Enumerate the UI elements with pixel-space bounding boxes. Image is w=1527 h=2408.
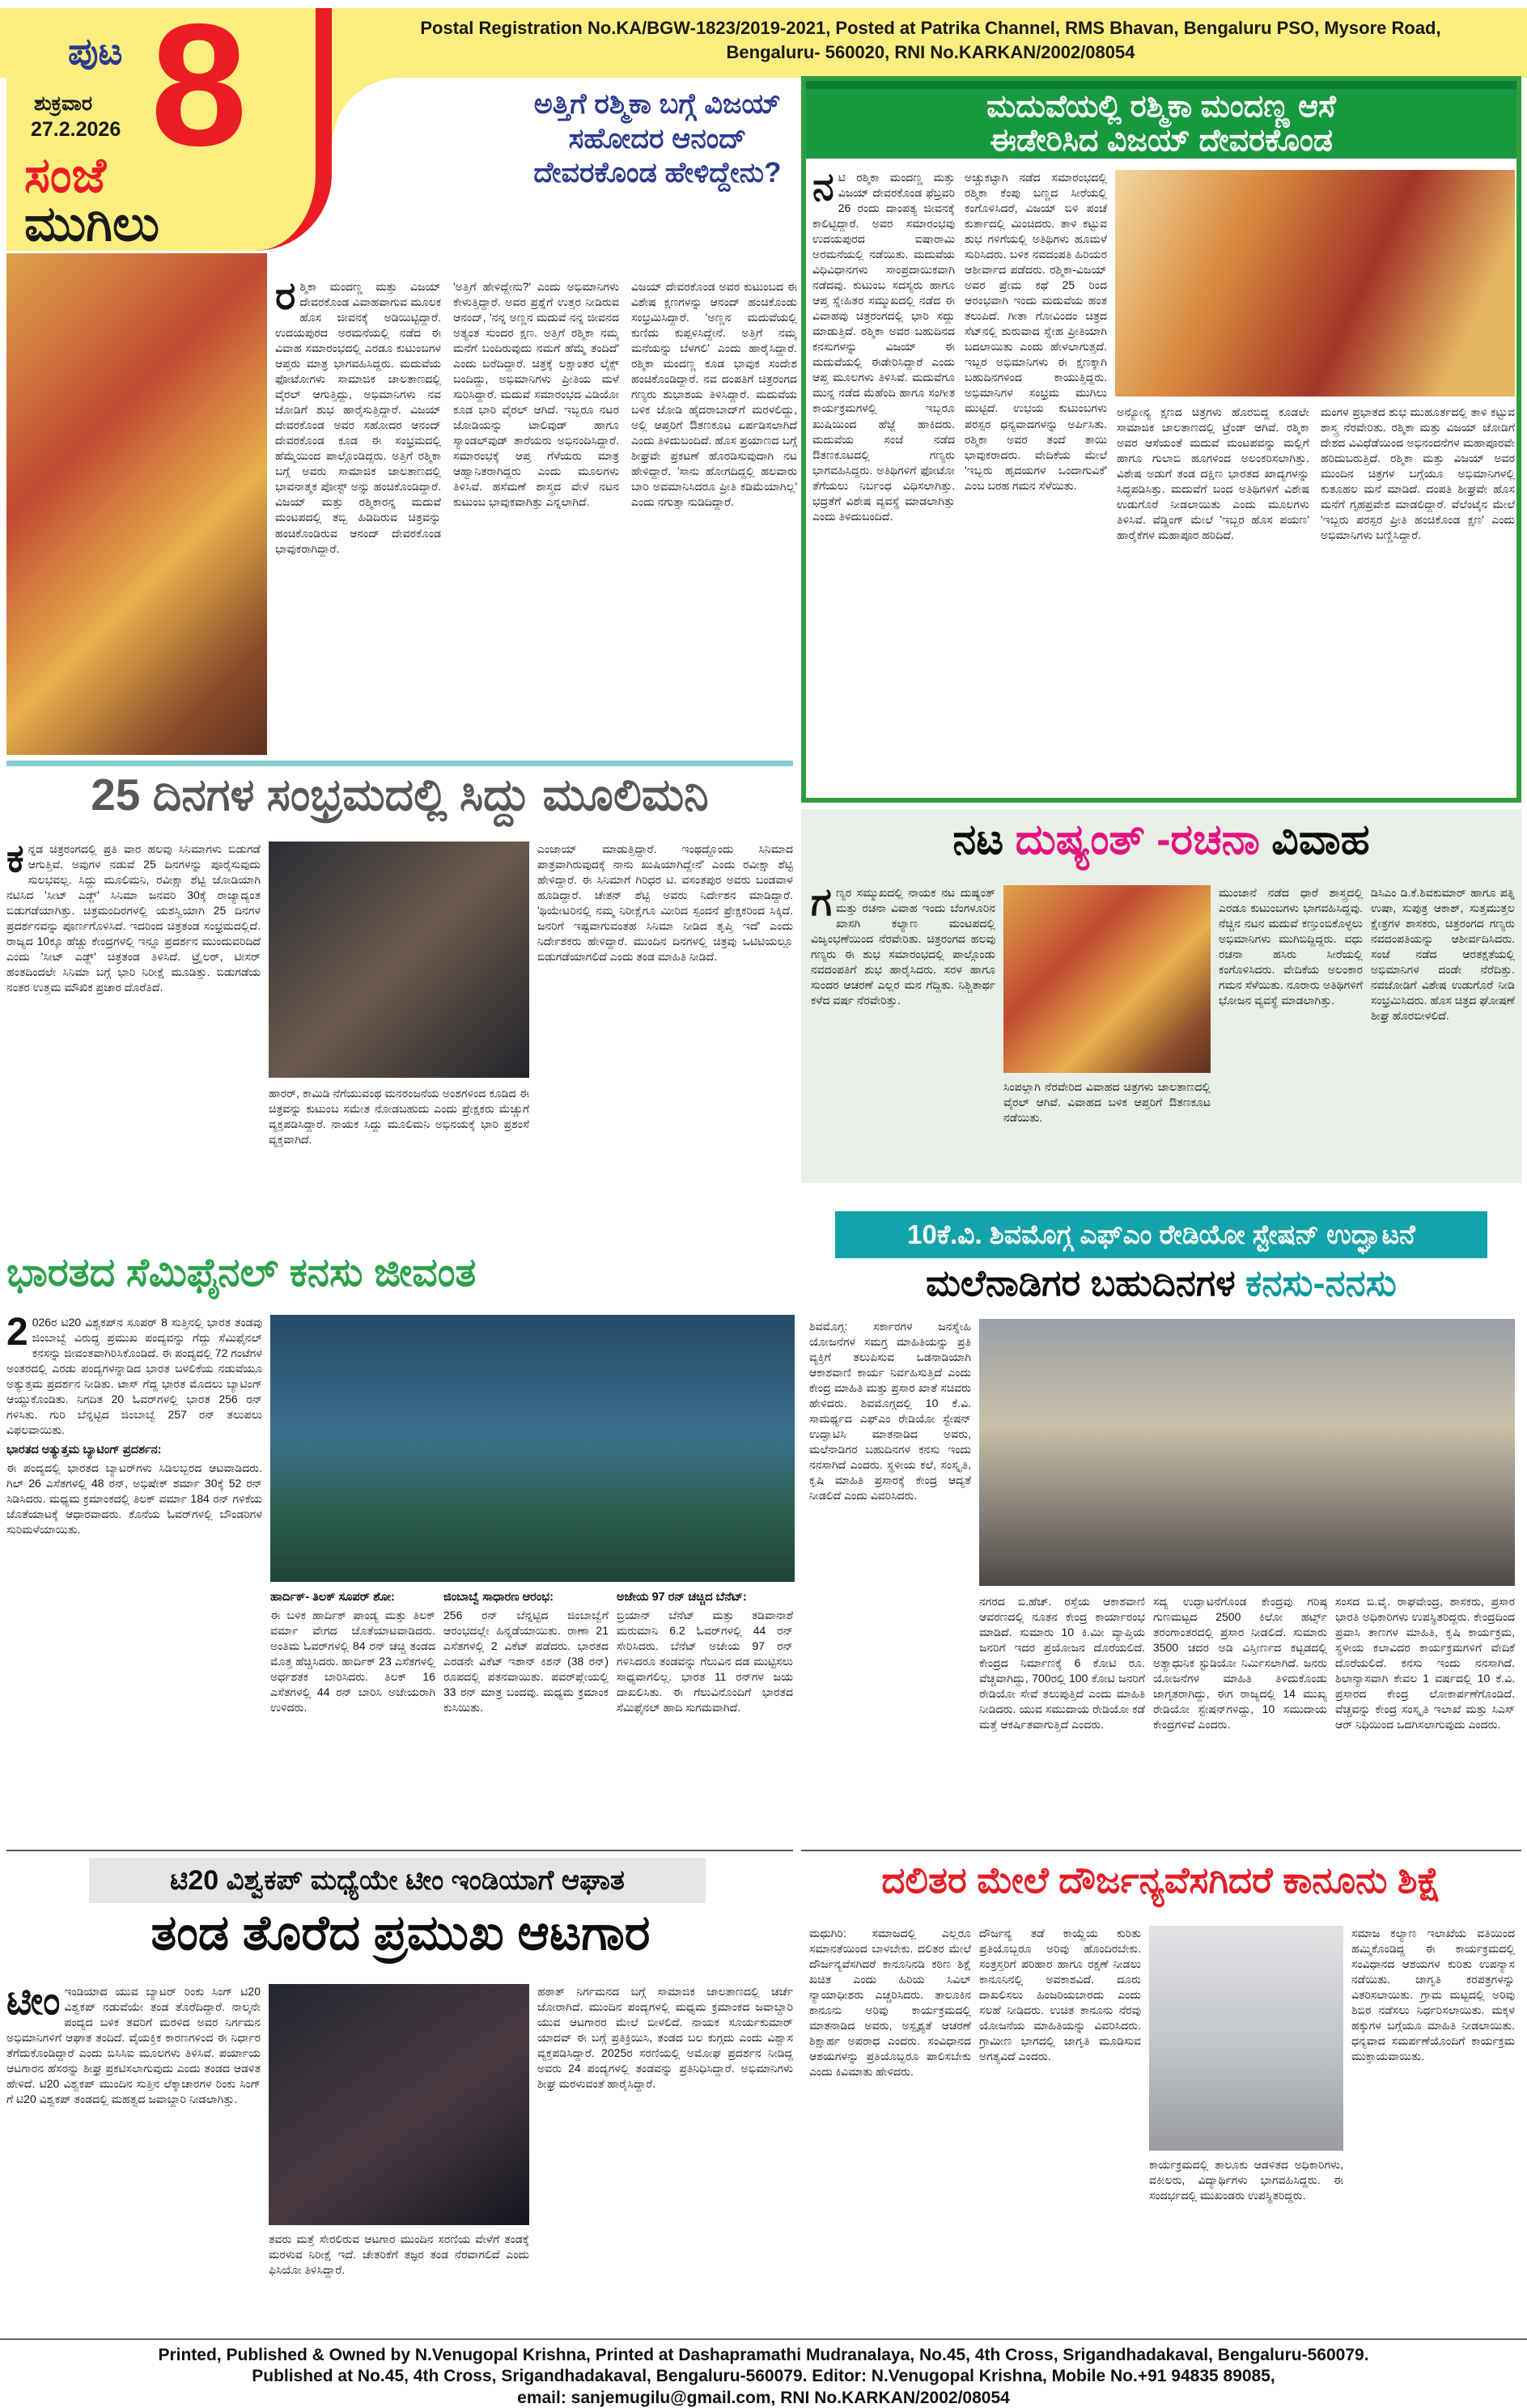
a1-col3: ವಿಜಯ್ ದೇವರಕೊಂಡ ಅವರ ಕುಟುಂಬದ ಈ ವಿಶೇಷ ಕ್ಷಣಗಳನ್ನು ಆನಂದ್ ಹಂಚಿಕೊಂಡು ಸಂಭ್ರಮಿಸಿದ್ದಾರೆ. 'ಅಣ್ಣನ ಮದುವೆಯಲ್ಲಿ ಕುಣಿದು ಕುಪ್ಪಳಿಸಿದ್ದೇನೆ. ಅತ್ತಿಗೆ ನಮ್ಮ ಮನೆಯನ್ನು ಬೆಳಗಲಿ' ಎಂದು ಹಾರೈಸಿದ್ದಾರೆ. ರಶ್ಮಿಕಾ ಮಂದಣ್ಣ ಕೂಡ ಭಾವುಕ ಸಂದೇಶ ಹಂಚಿಕೊಂಡಿದ್ದಾರೆ. ನವ ದಂಪತಿಗೆ ಚಿತ್ರರಂಗದ ಗಣ್ಯರು ಶುಭಾಶಯ ತಿಳಿಸಿದ್ದಾರೆ. ಮದುವೆಯ ಬಳಿಕ ಜೋಡಿ ಹೈದರಾಬಾದ್‌ಗೆ ಮರಳಲಿದ್ದು, ಅಲ್ಲಿ ಆಪ್ತರಿಗೆ ಔತಣಕೂಟ ಏರ್ಪಡಿಸಲಾಗಿದೆ ಎಂದು ತಿಳಿದುಬಂದಿದೆ. ಹೊಸ ಪ್ರಯಾಣದ ಬಗ್ಗೆ ಶೀಘ್ರವೇ ಪ್ರಕಟಣೆ ಹೊರಡಿಸುವುದಾಗಿ ನಟ ಹೇಳಿದ್ದಾರೆ. 'ಸಾನು ಹೋಗದಿದ್ದಲ್ಲಿ ಹಲವಾರು ಬಾರಿ ಅವಮಾನಿಸಿದರೂ ಪ್ರೀತಿ ಕಡಿಮೆಯಾಗಿಲ್ಲ' ಎಂದು ನಗುತ್ತಾ ನುಡಿದಿದ್ದಾರೆ. <box>631 280 797 509</box>
a4-dropcap: ಗ <box>811 885 832 924</box>
a5-lead: 026ರ ಟಿ20 ವಿಶ್ವಕಪ್‌ನ ಸೂಪರ್ 8 ಸುತ್ತಿನಲ್ಲಿ ಭಾರತ ತಂಡವು ಜಿಂಬಾಬ್ವೆ ವಿರುದ್ಧ ಪ್ರಮುಖ ಪಂದ್ಯವನ್ನು ಗೆದ್ದು ಸೆಮಿಫೈನಲ್ ಕನಸನ್ನು ಜೀವಂತವಾಗಿರಿಸಿಕೊಂಡಿದೆ. ಈ ಪಂದ್ಯದಲ್ಲಿ 72 ಗಂಟೆಗಳ ಅಂತರದಲ್ಲಿ ಎರಡು ಪಂದ್ಯಗಳನ್ನಾಡಿದ ಭಾರತ ಬಳಲಿಕೆಯ ನಡುವೆಯೂ ಅತ್ಯುತ್ತಮ ಪ್ರದರ್ಶನ ನೀಡಿತು. ಟಾಸ್ ಗೆದ್ದ ಭಾರತ ಮೊದಲು ಬ್ಯಾಟಿಂಗ್ ಆಯ್ದುಕೊಂಡಿತು. ನಿಗದಿತ 20 ಓವರ್‌ಗಳಲ್ಲಿ ಭಾರತ 256 ರನ್ ಗಳಿಸಿತು. ಗುರಿ ಬೆನ್ನಟ್ಟಿದ ಜಿಂಬಾಬ್ವೆ 257 ರನ್ ತಲುಪಲು ವಿಫಲವಾಯಿತು. <box>6 1316 262 1437</box>
a2-col4: ಮಂಗಳ ಪ್ರಭಾತದ ಶುಭ ಮುಹೂರ್ತದಲ್ಲಿ ತಾಳಿ ಕಟ್ಟುವ ಶಾಸ್ತ್ರ ನೆರವೇರಿತು. ರಶ್ಮಿಕಾ ಮತ್ತು ವಿಜಯ್ ಜೋಡಿಗೆ ದೇಶದ ವಿವಿಧೆಡೆಯಿಂದ ಅಭಿನಂದನೆಗಳ ಮಹಾಪೂರವೇ ಹರಿದುಬರುತ್ತಿದೆ. ರಶ್ಮಿಕಾ ಮತ್ತು ವಿಜಯ್ ಅವರ ಮುಂದಿನ ಚಿತ್ರಗಳ ಬಗ್ಗೆಯೂ ಅಭಿಮಾನಿಗಳಲ್ಲಿ ಕುತೂಹಲ ಮನೆ ಮಾಡಿದೆ. ದಂಪತಿ ಶೀಘ್ರವೇ ಹೊಸ ಮನೆಗೆ ಗೃಹಪ್ರವೇಶ ಮಾಡಲಿದ್ದಾರೆ. ವೆಲೆಂಟೈನ ಮೇಲೆ 'ಇಬ್ಬರು ಪರಸ್ಪರ ಪ್ರೀತಿ ಹಂಚಿಕೊಂಡ ಕ್ಷಣ' ಎಂದು ಅಭಿಮಾನಿಗಳು ಬಣ್ಣಿಸಿದ್ದಾರೆ. <box>1321 405 1515 542</box>
a5-subhead1: ಭಾರತದ ಅತ್ಯುತ್ತಮ ಬ್ಯಾಟಿಂಗ್ ಪ್ರದರ್ಶನ: <box>6 1444 162 1457</box>
a4-colmid: ಸಿಂಪಲ್ಲಾಗಿ ನೆರವೇರಿದ ವಿವಾಹದ ಚಿತ್ರಗಳು ಜಾಲತಾಣದಲ್ಲಿ ವೈರಲ್ ಆಗಿವೆ. ವಿವಾಹದ ಬಳಿಕ ಆಪ್ತರಿಗೆ ಔತಣಕೂಟ ನಡೆಯಿತು. <box>1003 1080 1211 1125</box>
a4-col3: ಮುಂಜಾನೆ ನಡೆದ ಧಾರೆ ಶಾಸ್ತ್ರದಲ್ಲಿ ಎರಡೂ ಕುಟುಂಬಗಳು ಭಾಗವಹಿಸಿದ್ದವು. ನೆಚ್ಚಿನ ನಟನ ಮದುವೆ ಕಣ್ತುಂಬಿಕೊಳ್ಳಲು ಅಭಿಮಾನಿಗಳು ಮುಗಿಬಿದ್ದಿದ್ದರು. ವಧು ರಚನಾ ಹಸಿರು ಸೀರೆಯಲ್ಲಿ ಕಂಗೊಳಿಸಿದರು. ವೇದಿಕೆಯ ಅಲಂಕಾರ ಗಮನ ಸೆಳೆಯಿತು. ನೂರಾರು ಅತಿಥಿಗಳಿಗೆ ಭೋಜನ ವ್ಯವಸ್ಥೆ ಮಾಡಲಾಗಿತ್ತು. <box>1219 886 1363 1007</box>
a8-colmid: ಕಾರ್ಯಕ್ರಮದಲ್ಲಿ ತಾಲೂಕು ಆಡಳಿತದ ಅಧಿಕಾರಿಗಳು, ವಕೀಲರು, ವಿದ್ಯಾರ್ಥಿಗಳು ಭಾಗವಹಿಸಿದ್ದರು. ಈ ಸಂದರ್ಭದಲ್ಲಿ ಮುಖಂಡರು ಉಪಸ್ಥಿತರಿದ್ದರು. <box>1149 2158 1343 2202</box>
a5-col4 <box>617 1590 793 1847</box>
a3-col1 <box>6 842 261 1246</box>
a2-col2: ಅಚ್ಚುಕಟ್ಟಾಗಿ ನಡೆದ ಸಮಾರಂಭದಲ್ಲಿ ರಶ್ಮಿಕಾ ಕೆಂಪು ಬಣ್ಣದ ಸೀರೆಯಲ್ಲಿ ಕಂಗೊಳಿಸಿದರೆ, ವಿಜಯ್ ಬಿಳಿ ಪಂಚೆ ಕುರ್ತಾದಲ್ಲಿ ಮಿಂಚಿದರು. ತಾಳಿ ಕಟ್ಟುವ ಶುಭ ಗಳಿಗೆಯಲ್ಲಿ ಅತಿಥಿಗಳು ಹೂಮಳೆ ಸುರಿಸಿದರು. ಬಳಿಕ ನವದಂಪತಿ ಹಿರಿಯರ ಆಶೀರ್ವಾದ ಪಡೆದರು. ರಶ್ಮಿಕಾ-ವಿಜಯ್ ಅವರ ಪ್ರೇಮ ಕಥೆ 25 ರಿಂದ ಆರಂಭವಾಗಿ ಇಂದು ಮದುವೆಯ ಹಂತ ತಲುಪಿದೆ. ಗೀತಾ ಗೋವಿಂದಂ ಚಿತ್ರದ ಸೆಟ್‌ನಲ್ಲಿ ಶುರುವಾದ ಸ್ನೇಹ ಪ್ರೀತಿಯಾಗಿ ಬದಲಾಯಿತು ಎಂದು ಹೇಳಲಾಗುತ್ತದೆ. ಇಬ್ಬರ ಅಭಿಮಾನಿಗಳು ಈ ಕ್ಷಣಕ್ಕಾಗಿ ಬಹುದಿನಗಳಿಂದ ಕಾಯುತ್ತಿದ್ದರು. ಅಭಿಮಾನಿಗಳ ಸಂಭ್ರಮ ಮುಗಿಲು ಮುಟ್ಟಿದೆ. ಉಭಯ ಕುಟುಂಬಗಳು ಪರಸ್ಪರ ಧನ್ಯವಾದಗಳನ್ನು ಅರ್ಪಿಸಿತು. ರಶ್ಮಿಕಾ ಅವರ ತಂದೆ ತಾಯಿ ಭಾವುಕರಾದರು. ವೇದಿಕೆಯ ಮೇಲೆ 'ಇಬ್ಬರು ಹೃದಯಗಳ ಒಂದಾಗುವಿಕೆ' ಎಂಬ ಬರಹ ಗಮನ ಸೆಳೆಯಿತು. <box>965 171 1107 492</box>
a8-col2: ದೌರ್ಜನ್ಯ ತಡೆ ಕಾಯ್ದೆಯ ಕುರಿತು ಪ್ರತಿಯೊಬ್ಬರೂ ಅರಿವು ಹೊಂದಿರಬೇಕು. ಸಂತ್ರಸ್ತರಿಗೆ ಪರಿಹಾರ ಹಾಗೂ ರಕ್ಷಣೆ ನೀಡಲು ಕಾನೂನಿನಲ್ಲಿ ಅವಕಾಶವಿದೆ. ದೂರು ದಾಖಲಿಸಲು ಹಿಂಜರಿಯಬಾರದು ಎಂದು ಸಲಹೆ ನೀಡಿದರು. ಉಚಿತ ಕಾನೂನು ನೆರವು ಯೋಜನೆಯ ಮಾಹಿತಿಯನ್ನು ವಿವರಿಸಿದರು. ಗ್ರಾಮೀಣ ಭಾಗದಲ್ಲಿ ಜಾಗೃತಿ ಮೂಡಿಸುವ ಅಗತ್ಯವಿದೆ ಎಂದರು. <box>979 1927 1141 2063</box>
a7-col3: ಹಠಾತ್ ನಿರ್ಗಮನದ ಬಗ್ಗೆ ಸಾಮಾಜಿಕ ಜಾಲತಾಣದಲ್ಲಿ ಚರ್ಚೆ ಜೋರಾಗಿದೆ. ಮುಂದಿನ ಪಂದ್ಯಗಳಲ್ಲಿ ಮಧ್ಯಮ ಕ್ರಮಾಂಕದ ಜವಾಬ್ದಾರಿ ಯುವ ಆಟಗಾರರ ಮೇಲೆ ಬೀಳಲಿದೆ. ನಾಯಕ ಸೂರ್ಯಕುಮಾರ್ ಯಾದವ್ ಈ ಬಗ್ಗೆ ಪ್ರತಿಕ್ರಿಯಿಸಿ, ತಂಡದ ಬಲ ಕುಗ್ಗದು ಎಂದು ವಿಶ್ವಾಸ ವ್ಯಕ್ತಪಡಿಸಿದ್ದಾರೆ. 2025ರ ಸರಣಿಯಲ್ಲಿ ಅಮೋಘ ಪ್ರದರ್ಶನ ನೀಡಿದ್ದ ಅವರು 24 ಪಂದ್ಯಗಳಲ್ಲಿ ತಂಡವನ್ನು ಪ್ರತಿನಿಧಿಸಿದ್ದಾರೆ. ಅಭಿಮಾನಿಗಳು ಶೀಘ್ರ ಮರಳುವಂತೆ ಹಾರೈಸಿದ್ದಾರೆ. <box>537 1985 793 2091</box>
a5-cricket-photo <box>270 1315 795 1582</box>
footer <box>0 2345 1527 2408</box>
a1-wedding-collage-photo <box>6 253 267 755</box>
masthead-date: 27.2.2026 <box>31 118 121 141</box>
a5-col3 <box>443 1590 609 1847</box>
footer-line-3: email: sanjemugilu@gmail.com, RNI No.KARKAN/2002/08054 <box>517 2388 1010 2407</box>
article8-headline: ದಲಿತರ ಮೇಲೆ ದೌರ್ಜನ್ಯವೆಸಗಿದರೆ ಕಾನೂನು ಶಿಕ್ಷೆ <box>881 1859 1441 1901</box>
masthead-name-line1: ಸಂಜೆ <box>24 148 107 202</box>
a6-col3: ಸದ್ಯ ಉದ್ಘಾಟನೆಗೊಂಡ ಕೇಂದ್ರವು ಗರಿಷ್ಠ ಗುಣಮಟ್ಟದ 2500 ಕಿಲೋ ಹರ್ಟ್ಸ್ ತರಂಗಾಂತರದಲ್ಲಿ ಪ್ರಸಾರ ನೀಡಲಿದೆ. ಸುಮಾರು 3500 ಚದರ ಅಡಿ ವಿಸ್ತೀರ್ಣದ ಕಟ್ಟಡದಲ್ಲಿ ಅತ್ಯಾಧುನಿಕ ಸ್ಟುಡಿಯೋ ನಿರ್ಮಿಸಲಾಗಿದೆ. ಜನರು ಯೋಜನೆಗಳ ಮಾಹಿತಿ ತಿಳಿದುಕೊಂಡು ಜಾಗೃತರಾಗಿದ್ದು, ಈಗ ರಾಜ್ಯದಲ್ಲಿ 14 ಮುಖ್ಯ ರೇಡಿಯೋ ಸ್ಟೇಷನ್‌ಗಳಿದ್ದು, 10 ಸಮುದಾಯ ಕೇಂದ್ರಗಳಿವೆ ಎಂದರು. <box>1153 1595 1327 1732</box>
a1-lead: ಶ್ಮಿಕಾ ಮಂದಣ್ಣ ಮತ್ತು ವಿಜಯ್ ದೇವರಕೊಂಡ ವಿವಾಹವಾಗುವ ಮೂಲಕ ಹೊಸ ಜೀವನಕ್ಕೆ ಅಡಿಯಿಟ್ಟಿದ್ದಾರೆ. ಉದಯಪುರದ ಅರಮನೆಯಲ್ಲಿ ನಡೆದ ಈ ವಿವಾಹ ಸಮಾರಂಭದಲ್ಲಿ ಎರಡೂ ಕುಟುಂಬಗಳ ಆಪ್ತರು ಮಾತ್ರ ಭಾಗವಹಿಸಿದ್ದರು. ಮದುವೆಯ ಫೋಟೋಗಳು ಸಾಮಾಜಿಕ ಜಾಲತಾಣದಲ್ಲಿ ವೈರಲ್ ಆಗುತ್ತಿದ್ದು, ಅಭಿಮಾನಿಗಳು ನವ ಜೋಡಿಗೆ ಶುಭ ಹಾರೈಸುತ್ತಿದ್ದಾರೆ. ವಿಜಯ್ ದೇವರಕೊಂಡ ಅವರ ಸಹೋದರ ಆನಂದ್ ದೇವರಕೊಂಡ ಕೂಡ ಈ ಸಂಭ್ರಮದಲ್ಲಿ ಹೆಮ್ಮೆಯಿಂದ ಪಾಲ್ಗೊಂಡಿದ್ದರು. ಅತ್ತಿಗೆ ರಶ್ಮಿಕಾ ಬಗ್ಗೆ ಅವರು ಸಾಮಾಜಿಕ ಜಾಲತಾಣದಲ್ಲಿ ಭಾವನಾತ್ಮಕ ಪೋಸ್ಟ್ ಅನ್ನು ಹಂಚಿಕೊಂಡಿದ್ದಾರೆ. ವಿಜಯ್ ಮತ್ತು ರಶ್ಮಿಕಾರನ್ನ ಮದುವೆ ಮಂಟಪದಲ್ಲಿ ತಬ್ಬಿ ಹಿಡಿದಿರುವ ಚಿತ್ರವನ್ನು ಹಂಚಿಕೊಂಡಿರುವ ಆನಂದ್ ದೇವರಕೊಂಡ ಭಾವುಕರಾಗಿದ್ದಾರೆ. <box>275 280 441 555</box>
a4-headline-black1: ನಟ <box>952 816 1016 863</box>
a6-col2: ನಗರದ ಬಿ.ಹೆಚ್. ರಸ್ತೆಯ ಆಕಾಶವಾಣಿ ಆವರಣದಲ್ಲಿ ನೂತನ ಕೇಂದ್ರ ಕಾರ್ಯಾರಂಭ ಮಾಡಿದೆ. ಸುಮಾರು 10 ಕಿ.ಮೀ ವ್ಯಾಪ್ತಿಯ ಜನರಿಗೆ ಇದರ ಪ್ರಯೋಜನ ದೊರೆಯಲಿದೆ. ಕೇಂದ್ರದ ನಿರ್ಮಾಣಕ್ಕೆ 6 ಕೋಟಿ ರೂ. ವೆಚ್ಚವಾಗಿದ್ದು, 700ರಲ್ಲಿ 100 ಕೋಟಿ ಜನರಿಗೆ ರೇಡಿಯೋ ಸೇವೆ ತಲುಪುತ್ತಿದೆ ಎಂದು ಮಾಹಿತಿ ನೀಡಿದರು. ಯುವ ಸಮುದಾಯ ರೇಡಿಯೋ ಕಡೆ ಮತ್ತೆ ಆಕರ್ಷಿತವಾಗುತ್ತಿದೆ ಎಂದರು. <box>979 1595 1145 1732</box>
masthead-day: ಶುಕ್ರವಾರ <box>34 92 93 115</box>
masthead <box>6 0 332 251</box>
article7-kicker: ಟಿ20 ವಿಶ್ವಕಪ್ ಮಧ್ಯೆಯೇ ಟೀಂ ಇಂಡಿಯಾಗೆ ಆಘಾತ <box>89 1858 706 1903</box>
a5-subhead4: ಅಜೇಯ 97 ರನ್ ಚಚ್ಚಿದ ಬೆನೆಟ್: <box>617 1591 747 1604</box>
teal-divider <box>6 761 793 766</box>
article1-headline: ಅತ್ತಿಗೆ ರಶ್ಮಿಕಾ ಬಗ್ಗೆ ವಿಜಯ್ ಸಹೋದರ ಆನಂದ್ ದೇವರಕೊಂಡ ಹೇಳಿದ್ದೇನು? <box>533 88 782 189</box>
a7-players-photo <box>269 1984 529 2225</box>
footer-line-1: Printed, Published & Owned by N.Venugopal Krishna, Printed at Dashapramathi Mudranalaya, No.45, 4th Cross, Srigandhadakaval, Bengaluru-560079. <box>158 2346 1369 2364</box>
a1-dropcap: ರ <box>275 279 296 318</box>
postal-registration-header <box>348 16 1513 64</box>
footer-line-2: Published at No.45, 4th Cross, Srigandhadakaval, Bengaluru-560079. Editor: N.Venugopal Krishna, Mobile No.+91 94835 89085, <box>252 2367 1275 2386</box>
right-section-rule <box>801 1850 1521 1851</box>
a4-wedding-photo <box>1003 885 1211 1073</box>
a3-colmid: ಹಾರರ್, ಕಾಮಿಡಿ ನೆಗೆಯುವಂಥ ಮನರಂಜನೆಯ ಅಂಶಗಳಿಂದ ಕೂಡಿದ ಈ ಚಿತ್ರವನ್ನು ಕುಟುಂಬ ಸಮೇತ ನೋಡಬಹುದು ಎಂದು ಪ್ರೇಕ್ಷಕರು ಮೆಚ್ಚುಗೆ ವ್ಯಕ್ತಪಡಿಸಿದ್ದಾರೆ. ನಾಯಕ ಸಿದ್ದು ಮೂಲಿಮನಿ ಅಭಿನಯಕ್ಕೆ ಭಾರಿ ಪ್ರಶಂಸೆ ವ್ಯಕ್ತವಾಗಿದೆ. <box>269 1087 529 1147</box>
article5-headline: ಭಾರತದ ಸೆಮಿಫೈನಲ್ ಕನಸು ಜೀವಂತ <box>6 1251 477 1295</box>
article3-headline: 25 ದಿನಗಳ ಸಂಭ್ರಮದಲ್ಲಿ ಸಿದ್ದು ಮೂಲಿಮನಿ <box>91 769 709 820</box>
a5-col4-text: ಬ್ರಿಯಾನ್ ಬೆನೆಟ್ ಮತ್ತು ತಡಿವಾನಾಶೆ ಮರುಮಾನಿ 6.2 ಓವರ್‌ಗಳಲ್ಲಿ 44 ರನ್ ಸೇರಿಸಿದರು. ಬೆನೆಟ್ ಅಜೇಯ 97 ರನ್ ಗಳಿಸಿದರೂ ತಂಡವನ್ನು ಗೆಲುವಿನ ದಡ ಮುಟ್ಟಿಸಲು ಸಾಧ್ಯವಾಗಲಿಲ್ಲ. ಭಾರತ 11 ರನ್‌ಗಳ ಜಯ ದಾಖಲಿಸಿತು. ಈ ಗೆಲುವಿನೊಂದಿಗೆ ಭಾರತದ ಸೆಮಿಫೈನಲ್ ಹಾದಿ ಸುಗಮವಾಗಿದೆ. <box>617 1608 793 1714</box>
a5-col2-text: ಈ ಬಳಿಕ ಹಾರ್ದಿಕ್ ಪಾಂಡ್ಯ ಮತ್ತು ತಿಲಕ್ ವರ್ಮಾ ವೇಗದ ಜೊತೆಯಾಟವಾಡಿದರು. ಅಂತಿಮ ಓವರ್‌ಗಳಲ್ಲಿ 84 ರನ್ ಚಚ್ಚಿ ತಂಡದ ಮೊತ್ತ ಹೆಚ್ಚಿಸಿದರು. ಹಾರ್ದಿಕ್ 23 ಎಸೆತಗಳಲ್ಲಿ ಅರ್ಧಶತಕ ಬಾರಿಸಿದರು. ತಿಲಕ್ 16 ಎಸೆತಗಳಲ್ಲಿ 44 ರನ್ ಬಾರಿಸಿ ಅಜೇಯರಾಗಿ ಉಳಿದರು. <box>270 1608 435 1714</box>
a8-event-photo <box>1149 1926 1343 2151</box>
a8-col4: ಸಮಾಜ ಕಲ್ಯಾಣ ಇಲಾಖೆಯ ವತಿಯಿಂದ ಹಮ್ಮಿಕೊಂಡಿದ್ದ ಈ ಕಾರ್ಯಕ್ರಮದಲ್ಲಿ ಸಂವಿಧಾನದ ಆಶಯಗಳ ಕುರಿತು ಉಪನ್ಯಾಸ ನಡೆಯಿತು. ಜಾಗೃತಿ ಕರಪತ್ರಗಳನ್ನು ವಿತರಿಸಲಾಯಿತು. ಗ್ರಾಮ ಮಟ್ಟದಲ್ಲಿ ಅರಿವು ಶಿಬಿರ ನಡೆಸಲು ನಿರ್ಧರಿಸಲಾಯಿತು. ಮಕ್ಕಳ ಹಕ್ಕುಗಳ ಬಗ್ಗೆಯೂ ಮಾಹಿತಿ ನೀಡಲಾಯಿತು. ಧನ್ಯವಾದ ಸಮರ್ಪಣೆಯೊಂದಿಗೆ ಕಾರ್ಯಕ್ರಮ ಮುಕ್ತಾಯವಾಯಿತು. <box>1351 1927 1515 2063</box>
a5-lead-para <box>6 1315 262 1438</box>
a3-lead: ನ್ನಡ ಚಿತ್ರರಂಗದಲ್ಲಿ ಪ್ರತಿ ವಾರ ಹಲವು ಸಿನಿಮಾಗಳು ಬಿಡುಗಡೆ ಆಗುತ್ತಿವೆ. ಅವುಗಳ ನಡುವೆ 25 ದಿನಗಳನ್ನು ಪೂರೈಸುವುದು ಸುಲಭವಲ್ಲ. ಸಿದ್ದು ಮೂಲಿಮನಿ, ರವೀಕ್ಷಾ ಶೆಟ್ಟಿ ಜೋಡಿಯಾಗಿ ನಟಿಸಿದ 'ಸೀಟ್ ಎಡ್ಜ್' ಸಿನಿಮಾ ಜನವರಿ 30ಕ್ಕೆ ರಾಜ್ಯಾದ್ಯಂತ ಬಿಡುಗಡೆಯಾಗಿತ್ತು. ಚಿತ್ರಮಂದಿರಗಳಲ್ಲಿ ಯಶಸ್ವಿಯಾಗಿ 25 ದಿನಗಳ ಪ್ರದರ್ಶನವನ್ನು ಪೂರ್ಣಗೊಳಿಸಿದೆ. ಇದರಿಂದ ಚಿತ್ರತಂಡ ಸಂಭ್ರಮದಲ್ಲಿದೆ. ರಾಜ್ಯದ 10ಕ್ಕೂ ಹೆಚ್ಚು ಕೇಂದ್ರಗಳಲ್ಲಿ ಇನ್ನೂ ಪ್ರದರ್ಶನ ಮುಂದುವರಿದಿದೆ ಎಂದು 'ಸೀಟ್ ಎಡ್ಜ್' ಚಿತ್ರತಂಡ ತಿಳಿಸಿದೆ. ಟ್ರೈಲರ್, ಟೀಸರ್ ಹಂತದಿಂದಲೇ ಸಿನಿಮಾ ಬಗ್ಗೆ ಭಾರಿ ನಿರೀಕ್ಷೆ ಮೂಡಿತ್ತು. ಬಿಡುಗಡೆಯ ನಂತರ ಉತ್ತಮ ಮೌಖಿಕ ಪ್ರಚಾರ ದೊರೆತಿದೆ. <box>6 842 261 994</box>
a5-subhead3: ಜಿಂಬಾಬ್ವೆ ಸಾಧಾರಣ ಆರಂಭ: <box>443 1591 554 1604</box>
article6-kicker: 10ಕೆ.ವಿ. ಶಿವಮೊಗ್ಗ ಎಫ್ಎಂ ರೇಡಿಯೋ ಸ್ಟೇಷನ್ ಉದ್ಘಾಟನೆ <box>835 1211 1487 1258</box>
a7-dropcap: ಟೀಂ <box>6 1984 61 2023</box>
article2-headline <box>806 81 1516 159</box>
postal-line-2: Bengaluru- 560020, RNI No.KARKAN/2002/08054 <box>726 41 1135 62</box>
a7-lead: ಇಂಡಿಯಾದ ಯುವ ಬ್ಯಾಟರ್ ರಿಂಕು ಸಿಂಗ್ ಟಿ20 ವಿಶ್ವಕಪ್ ನಡುವೆಯೇ ತಂಡ ತೊರೆದಿದ್ದಾರೆ. ನಾಲ್ಕನೇ ಪಂದ್ಯದ ಬಳಿಕ ತವರಿಗೆ ಮರಳಿದ ಅವರ ನಿರ್ಗಮನ ಅಭಿಮಾನಿಗಳಿಗೆ ಆಘಾತ ತಂದಿದೆ. ವೈಯಕ್ತಿಕ ಕಾರಣಗಳಿಂದ ಈ ನಿರ್ಧಾರ ತೆಗೆದುಕೊಂಡಿದ್ದಾರೆ ಎಂದು ಬಿಸಿಸಿಐ ಮೂಲಗಳು ತಿಳಿಸಿವೆ. ಪರ್ಯಾಯ ಆಟಗಾರನ ಹೆಸರನ್ನು ಶೀಘ್ರ ಪ್ರಕಟಿಸಲಾಗುವುದು ಎಂದು ತಂಡದ ಆಡಳಿತ ಹೇಳಿದೆ. ಟಿ20 ವಿಶ್ವಕಪ್ ಮುಂದಿನ ಸುತ್ತಿನ ಲೆಕ್ಕಾಚಾರಗಳ ರಿಂಕು ಸಿಂಗ್ ಗೆ ಟಿ20 ವಿಶ್ವಕಪ್ ತಂಡದಲ್ಲಿ ಮಹತ್ವದ ಜವಾಬ್ದಾರಿ ನೀಡಲಾಗಿತ್ತು. <box>6 1985 261 2106</box>
a3-dropcap: ಕ <box>6 842 24 880</box>
a4-headline-pink: ದುಷ್ಯಂತ್ -ರಚನಾ <box>1015 816 1260 863</box>
a2-lead: ಟಿ ರಶ್ಮಿಕಾ ಮಂದಣ್ಣ ಮತ್ತು ವಿಜಯ್ ದೇವರಕೊಂಡ ಫೆಬ್ರವರಿ 26 ರಂದು ದಾಂಪತ್ಯ ಜೀವನಕ್ಕೆ ಕಾಲಿಟ್ಟಿದ್ದಾರೆ. ಅವರ ಸಮಾರಂಭವು ಉದಯಪುರದ ಐಷಾರಾಮಿ ಅರಮನೆಯಲ್ಲಿ ನಡೆಯಿತು. ಮದುವೆಯ ವಿಧಿವಿಧಾನಗಳು ಸಾಂಪ್ರದಾಯಿಕವಾಗಿ ನಡೆದವು. ಕುಟುಂಬ ಸದಸ್ಯರು ಹಾಗೂ ಆಪ್ತ ಸ್ನೇಹಿತರ ಸಮ್ಮುಖದಲ್ಲಿ ನಡೆದ ಈ ವಿವಾಹವು ಚಿತ್ರರಂಗದಲ್ಲಿ ಭಾರಿ ಸದ್ದು ಮಾಡುತ್ತಿದೆ. ರಶ್ಮಿಕಾ ಅವರ ಬಹುದಿನದ ಕನಸುಗಳನ್ನು ವಿಜಯ್ ಈ ಮದುವೆಯಲ್ಲಿ ಈಡೇರಿಸಿದ್ದಾರೆ ಎಂದು ಆಪ್ತ ಮೂಲಗಳು ತಿಳಿಸಿವೆ. ಮದುವೆಗೂ ಮುನ್ನ ನಡೆದ ಮೆಹೆಂದಿ ಹಾಗೂ ಸಂಗೀತ ಕಾರ್ಯಕ್ರಮಗಳಲ್ಲಿ ಇಬ್ಬರೂ ಖುಷಿಯಿಂದ ಹೆಜ್ಜೆ ಹಾಕಿದರು. ಮದುವೆಯ ಸಂಜೆ ನಡೆದ ಔತಣಕೂಟದಲ್ಲಿ ಗಣ್ಯರು ಭಾಗವಹಿಸಿದ್ದರು. ಅತಿಥಿಗಳಿಗೆ ಫೋಟೋ ತೆಗೆಯಲು ನಿರ್ಬಂಧ ವಿಧಿಸಲಾಗಿತ್ತು. ಭದ್ರತೆಗೆ ವಿಶೇಷ ವ್ಯವಸ್ಥೆ ಮಾಡಲಾಗಿತ್ತು ಎಂದು ತಿಳಿದುಬಂದಿದೆ. <box>812 171 955 523</box>
a8-col1: ಮಧುಗಿರಿ: ಸಮಾಜದಲ್ಲಿ ಎಲ್ಲರೂ ಸಮಾನತೆಯಿಂದ ಬಾಳಬೇಕು. ದಲಿತರ ಮೇಲೆ ದೌರ್ಜನ್ಯವೆಸಗಿದರೆ ಕಾನೂನಿನಡಿ ಕಠಿಣ ಶಿಕ್ಷೆ ಖಚಿತ ಎಂದು ಹಿರಿಯ ಸಿವಿಲ್ ನ್ಯಾಯಾಧೀಶರು ಎಚ್ಚರಿಸಿದರು. ತಾಲೂಕಿನ ಕಾನೂನು ಅರಿವು ಕಾರ್ಯಕ್ರಮದಲ್ಲಿ ಮಾತನಾಡಿದ ಅವರು, ಅಸ್ಪೃಶ್ಯತೆ ಆಚರಣೆ ಶಿಕ್ಷಾರ್ಹ ಅಪರಾಧ ಎಂದರು. ಸಂವಿಧಾನದ ಆಶಯಗಳನ್ನು ಪ್ರತಿಯೊಬ್ಬರೂ ಪಾಲಿಸಬೇಕು ಎಂದು ಕಿವಿಮಾತು ಹೇಳಿದರು. <box>809 1927 971 2079</box>
article7-headline: ತಂಡ ತೊರೆದ ಪ್ರಮುಖ ಆಟಗಾರ <box>151 1906 651 1960</box>
postal-line-1: Postal Registration No.KA/BGW-1823/2019-2021, Posted at Patrika Channel, RMS Bhavan, Bengaluru PSO, Mysore Road, <box>420 18 1441 38</box>
a1-col2: 'ಅತ್ತಿಗೆ ಹೇಳಿದ್ದೇನು?' ಎಂದು ಅಭಿಮಾನಿಗಳು ಕೇಳುತ್ತಿದ್ದಾರೆ. ಅವರ ಪ್ರಶ್ನೆಗೆ ಉತ್ತರ ನೀಡಿರುವ ಆನಂದ್, 'ನನ್ನ ಅಣ್ಣನ ಮದುವೆ ನನ್ನ ಜೀವನದ ಅತ್ಯಂತ ಸುಂದರ ಕ್ಷಣ. ಅತ್ತಿಗೆ ರಶ್ಮಿಕಾ ನಮ್ಮ ಮನೆಗೆ ಬಂದಿರುವುದು ನಮಗೆ ಹೆಮ್ಮೆ ತಂದಿದೆ' ಎಂದು ಬರೆದಿದ್ದಾರೆ. ಚಿತ್ರಕ್ಕೆ ಲಕ್ಷಾಂತರ ಲೈಕ್ಸ್ ಬಂದಿದ್ದು, ಅಭಿಮಾನಿಗಳು ಪ್ರೀತಿಯ ಮಳೆ ಸುರಿಸಿದ್ದಾರೆ. ಮದುವೆ ಸಮಾರಂಭದ ವಿಡಿಯೋ ಕೂಡ ಭಾರಿ ವೈರಲ್ ಆಗಿದೆ. ಇಬ್ಬರೂ ನಟರ ಜೋಡಿಯನ್ನು ಟಾಲಿವುಡ್ ಹಾಗೂ ಸ್ಯಾಂಡಲ್‌ವುಡ್ ತಾರೆಯರು ಅಭಿನಂದಿಸಿದ್ದಾರೆ. ಸಮಾರಂಭಕ್ಕೆ ಆಪ್ತ ಗೆಳೆಯರು ಮಾತ್ರ ಆಹ್ವಾನಿತರಾಗಿದ್ದರು ಎಂದು ಮೂಲಗಳು ತಿಳಿಸಿವೆ. ಹಸೆಮಣೆ ಶಾಸ್ತ್ರದ ವೇಳೆ ನಟನ ಕುಟುಂಬ ಭಾವುಕವಾಗಿತ್ತು ಎನ್ನಲಾಗಿದೆ. <box>453 280 619 509</box>
a7-colmid: ತವರು ಮತ್ತೆ ಸೇರಲಿರುವ ಆಟಗಾರ ಮುಂದಿನ ಸರಣಿಯ ವೇಳೆಗೆ ತಂಡಕ್ಕೆ ಮರಳುವ ನಿರೀಕ್ಷೆ ಇದೆ. ಚೇತರಿಕೆಗೆ ತಜ್ಞರ ತಂಡ ನೆರವಾಗಲಿದೆ ಎಂದು ಫಿಸಿಯೋ ತಿಳಿಸಿದ್ದಾರೆ. <box>269 2232 529 2277</box>
a6-headline-teal: ಕನಸು-ನನಸು <box>1245 1262 1397 1304</box>
a7-col1 <box>6 1984 261 2335</box>
article2-headline-line2: ಈಡೇರಿಸಿದ ವಿಜಯ್ ದೇವರಕೊಂಡ <box>989 123 1334 158</box>
masthead-page-label: ಪುಟ <box>68 30 123 72</box>
a6-headline-black: ಮಲೆನಾಡಿಗರ ಬಹುದಿನಗಳ <box>926 1262 1246 1304</box>
a5-subhead1-text: ಈ ಪಂದ್ಯದಲ್ಲಿ ಭಾರತದ ಬ್ಯಾಟರ್‌ಗಳು ಸಿಡಿಲಬ್ಬರದ ಆಟವಾಡಿದರು. ಗಿಲ್ 26 ಎಸೆತಗಳಲ್ಲಿ 48 ರನ್, ಅಭಿಷೇಕ್ ಶರ್ಮಾ 30ಕ್ಕೆ 52 ರನ್ ಸಿಡಿಸಿದರು. ಮಧ್ಯಮ ಕ್ರಮಾಂಕದಲ್ಲಿ ತಿಲಕ್ ವರ್ಮಾ 184 ರನ್ ಗಳಿಕೆಯ ಜೊತೆಯಾಟಕ್ಕೆ ಆಧಾರವಾದರು. ಕೊನೆಯ ಓವರ್‌ಗಳಲ್ಲಿ ಬೌಂಡರಿಗಳ ಸುರಿಮಳೆಯಾಯಿತು. <box>6 1460 262 1537</box>
a4-col4: ಡಿಸಿಎಂ ಡಿ.ಕೆ.ಶಿವಕುಮಾರ್ ಹಾಗೂ ಪತ್ನಿ ಉಷಾ, ಸುಪುತ್ರ ಆಕಾಶ್, ಸುತ್ತಮುತ್ತಲ ಕ್ಷೇತ್ರಗಳ ಶಾಸಕರು, ಚಿತ್ರರಂಗದ ಗಣ್ಯರು ನವದಂಪತಿಯನ್ನು ಆಶೀರ್ವದಿಸಿದರು. ಸಂಜೆ ನಡೆದ ಆರತಕ್ಷತೆಯಲ್ಲಿ ಅಭಿಮಾನಿಗಳ ದಂಡೇ ನೆರೆದಿತ್ತು. ನವಜೋಡಿಗೆ ವಿಶೇಷ ಉಡುಗೊರೆ ನೀಡಿ ಸಂಭ್ರಮಿಸಿದರು. ಹೊಸ ಚಿತ್ರದ ಘೋಷಣೆ ಶೀಘ್ರ ಹೊರಬೀಳಲಿದೆ. <box>1371 886 1515 1023</box>
a4-lead: ಣ್ಯರ ಸಮ್ಮುಖದಲ್ಲಿ ನಾಯಕ ನಟ ದುಷ್ಯಂತ್ ಮತ್ತು ರಚನಾ ವಿವಾಹ ಇಂದು ಬೆಂಗಳೂರಿನ ಖಾಸಗಿ ಕಲ್ಯಾಣ ಮಂಟಪದಲ್ಲಿ ವಿಜೃಂಭಣೆಯಿಂದ ನೆರವೇರಿತು. ಚಿತ್ರರಂಗದ ಹಲವು ಗಣ್ಯರು ಈ ಶುಭ ಸಮಾರಂಭದಲ್ಲಿ ಪಾಲ್ಗೊಂಡು ನವದಂಪತಿಗೆ ಶುಭ ಹಾರೈಸಿದರು. ಸರಳ ಹಾಗೂ ಸುಂದರ ಆಚರಣೆ ಎಲ್ಲರ ಮನ ಗೆದ್ದಿತು. ನಿಶ್ಚಿತಾರ್ಥ ಕಳೆದ ವರ್ಷ ನೆರವೇರಿತ್ತು. <box>811 886 995 1007</box>
a5-col2 <box>270 1590 435 1847</box>
a3-movie-photo <box>269 842 529 1078</box>
article4-headline <box>801 816 1521 865</box>
a5-col3-text: 256 ರನ್ ಬೆನ್ನಟ್ಟಿದ ಜಿಂಬಾಬ್ವೆಗೆ ಆರಂಭದಲ್ಲೇ ಹಿನ್ನಡೆಯಾಯಿತು. ರಾಣಾ 21 ಎಸೆತಗಳಲ್ಲಿ 2 ವಿಕೆಟ್ ಪಡೆದರು. ಭಾರತದ ಎರಡನೇ ವಿಕೆಟ್ ಇಶಾನ್ ಕಿಶನ್ (38 ರನ್) ರೂಪದಲ್ಲಿ ಪತನವಾಯಿತು. ಪವರ್‌ಪ್ಲೇಯಲ್ಲಿ 33 ರನ್ ಮಾತ್ರ ಬಂದವು. ಮಧ್ಯಮ ಕ್ರಮಾಂಕ ಕುಸಿಯಿತು. <box>443 1608 609 1714</box>
a4-headline-black2: ವಿವಾಹ <box>1259 816 1370 863</box>
a2-col3: ಅನ್ಯೋನ್ಯ ಕ್ಷಣದ ಚಿತ್ರಗಳು ಹೊರಬಿದ್ದ ಕೂಡಲೇ ಸಾಮಾಜಿಕ ಜಾಲತಾಣದಲ್ಲಿ ಟ್ರೆಂಡ್ ಆಗಿವೆ. ರಶ್ಮಿಕಾ ಅವರ ಆಸೆಯಂತೆ ಮದುವೆ ಮಂಟಪವನ್ನು ಮಲ್ಲಿಗೆ ಹಾಗೂ ಗುಲಾಬಿ ಹೂಗಳಿಂದ ಅಲಂಕರಿಸಲಾಗಿತ್ತು. ವಿಶೇಷ ಅಡುಗೆ ತಂಡ ದಕ್ಷಿಣ ಭಾರತದ ಖಾದ್ಯಗಳನ್ನು ಸಿದ್ಧಪಡಿಸಿತ್ತು. ಮದುವೆಗೆ ಬಂದ ಅತಿಥಿಗಳಿಗೆ ವಿಶೇಷ ಉಡುಗೊರೆ ನೀಡಲಾಯಿತು ಎಂದು ಮೂಲಗಳು ತಿಳಿಸಿವೆ. ವೆಡ್ಡಿಂಗ್ ಮೇಲೆ 'ಇಬ್ಬರ ಹೊಸ ಪಯಣ' ಹಾರೈಕೆಗಳ ಮಹಾಪೂರ ಹರಿದಿದೆ. <box>1117 405 1309 542</box>
article2-headline-line1: ಮದುವೆಯಲ್ಲಿ ರಶ್ಮಿಕಾ ಮಂದಣ್ಣ ಆಸೆ <box>986 90 1336 124</box>
a6-col1: ಶಿವಮೊಗ್ಗ: ಸರ್ಕಾರಗಳ ಜನಸ್ನೇಹಿ ಯೋಜನೆಗಳ ಸಮಗ್ರ ಮಾಹಿತಿಯನ್ನು ಪ್ರತಿ ವ್ಯಕ್ತಿಗೆ ತಲುಪಿಸುವ ಒಡನಾಡಿಯಾಗಿ ಆಕಾಶವಾಣಿ ಕಾರ್ಯ ನಿರ್ವಹಿಸುತ್ತಿದೆ ಎಂದು ಕೇಂದ್ರ ಮಾಹಿತಿ ಮತ್ತು ಪ್ರಸಾರ ಖಾತೆ ಸಚಿವರು ಹೇಳಿದರು. ಶಿವಮೊಗ್ಗದಲ್ಲಿ 10 ಕೆ.ವಿ. ಸಾಮರ್ಥ್ಯದ ಎಫ್‌ಎಂ ರೇಡಿಯೋ ಸ್ಟೇಷನ್ ಉದ್ಘಾಟಿಸಿ ಮಾತನಾಡಿದ ಅವರು, ಮಲೆನಾಡಿಗರ ಬಹುದಿನಗಳ ಕನಸು ಇಂದು ನನಸಾಗಿದೆ ಎಂದರು. ಸ್ಥಳೀಯ ಕಲೆ, ಸಂಸ್ಕೃತಿ, ಕೃಷಿ ಮಾಹಿತಿ ಪ್ರಸಾರಕ್ಕೆ ಕೇಂದ್ರ ಆದ್ಯತೆ ನೀಡಲಿದೆ ಎಂದು ವಿವರಿಸಿದರು. <box>809 1320 971 1503</box>
a4-col1 <box>811 885 995 1173</box>
a5-subhead2: ಹಾರ್ದಿಕ್- ತಿಲಕ್ ಸೂಪರ್ ಶೋ: <box>270 1591 395 1604</box>
a3-col3: ಎಂಜಾಯ್ ಮಾಡುತ್ತಿದ್ದಾರೆ. ಇಂಥದ್ದೊಂದು ಸಿನಿಮಾದ ಪಾತ್ರವಾಗಿರುವುದಕ್ಕೆ ನಾನು ಖುಷಿಯಾಗಿದ್ದೇನೆ' ಎಂದು ರವೀಕ್ಷಾ ಶೆಟ್ಟಿ ಹೇಳಿದ್ದಾರೆ. ಈ ಸಿನಿಮಾಗೆ ಗಿರಿಧರ ಟಿ. ವಸಂತಪುರ ಅವರು ಬಂಡವಾಳ ಹೂಡಿದ್ದಾರೆ. ಚೇತನ್ ಶೆಟ್ಟಿ ಅವರು ನಿರ್ದೇಶನ ಮಾಡಿದ್ದಾರೆ. 'ಥಿಯೇಟರಿನಲ್ಲಿ ನಮ್ಮ ನಿರೀಕ್ಷೆಗೂ ಮೀರಿದ ಸ್ಪಂದನೆ ಪ್ರೇಕ್ಷಕರಿಂದ ಸಿಕ್ಕಿದೆ. ಜನರಿಗೆ ಇಷ್ಟವಾಗುವಂತಹ ಸಿನಿಮಾ ನೀಡಿದ ತೃಪ್ತಿ ಇದೆ' ಎಂದು ನಿರ್ದೇಶಕರು ಹೇಳಿದ್ದಾರೆ. ಮುಂದಿನ ದಿನಗಳಲ್ಲಿ ಚಿತ್ರವು ಒಟಿಟಿಯಲ್ಲೂ ಬಿಡುಗಡೆಯಾಗಲಿದೆ ಎಂದು ತಂಡ ಮಾಹಿತಿ ನೀಡಿದೆ. <box>537 842 793 964</box>
a5-dropcap: 2 <box>6 1315 28 1354</box>
a6-col4: ಸಂಸದ ಬಿ.ವೈ. ರಾಘವೇಂದ್ರ, ಶಾಸಕರು, ಪ್ರಸಾರ ಭಾರತಿ ಅಧಿಕಾರಿಗಳು ಉಪಸ್ಥಿತರಿದ್ದರು. ಕೇಂದ್ರದಿಂದ ಪ್ರವಾಸಿ ತಾಣಗಳ ಮಾಹಿತಿ, ಕೃಷಿ ಕಾರ್ಯಕ್ರಮ, ಸ್ಥಳೀಯ ಕಲಾವಿದರ ಕಾರ್ಯಕ್ರಮಗಳಿಗೆ ವೇದಿಕೆ ದೊರೆಯಲಿದೆ. ಕನಸು ಇಂದು ನನಸಾಗಿದೆ. ಶಿಲಾನ್ಯಾಸವಾಗಿ ಕೇವಲ 1 ವರ್ಷದಲ್ಲಿ 10 ಕೆ.ವಿ. ಪ್ರಸಾರದ ಕೇಂದ್ರ ಲೋಕಾರ್ಪಣೆಗೊಂಡಿದೆ. ವೆಚ್ಚವನ್ನು ಕೇಂದ್ರ ಸಂಸ್ಕೃತಿ ಇಲಾಖೆ ಮತ್ತು ಸಿಎಸ್ ಆರ್ ನಿಧಿಯಿಂದ ಒದಗಿಸಲಾಗುವುದು ಎಂದರು. <box>1335 1595 1515 1732</box>
footer-rule <box>0 2338 1527 2340</box>
a2-wedding-photo <box>1115 170 1515 396</box>
masthead-page-number: 8 <box>151 0 248 182</box>
a2-col1 <box>812 170 955 791</box>
a2-dropcap: ನ <box>812 170 834 209</box>
a1-col1 <box>275 279 441 755</box>
masthead-name-line2: ಮುಗಿಲು <box>24 197 159 251</box>
a6-inauguration-photo <box>979 1319 1515 1586</box>
article6-headline <box>801 1262 1521 1305</box>
a5-col1 <box>6 1315 262 1847</box>
left-section-rule <box>6 1850 793 1851</box>
